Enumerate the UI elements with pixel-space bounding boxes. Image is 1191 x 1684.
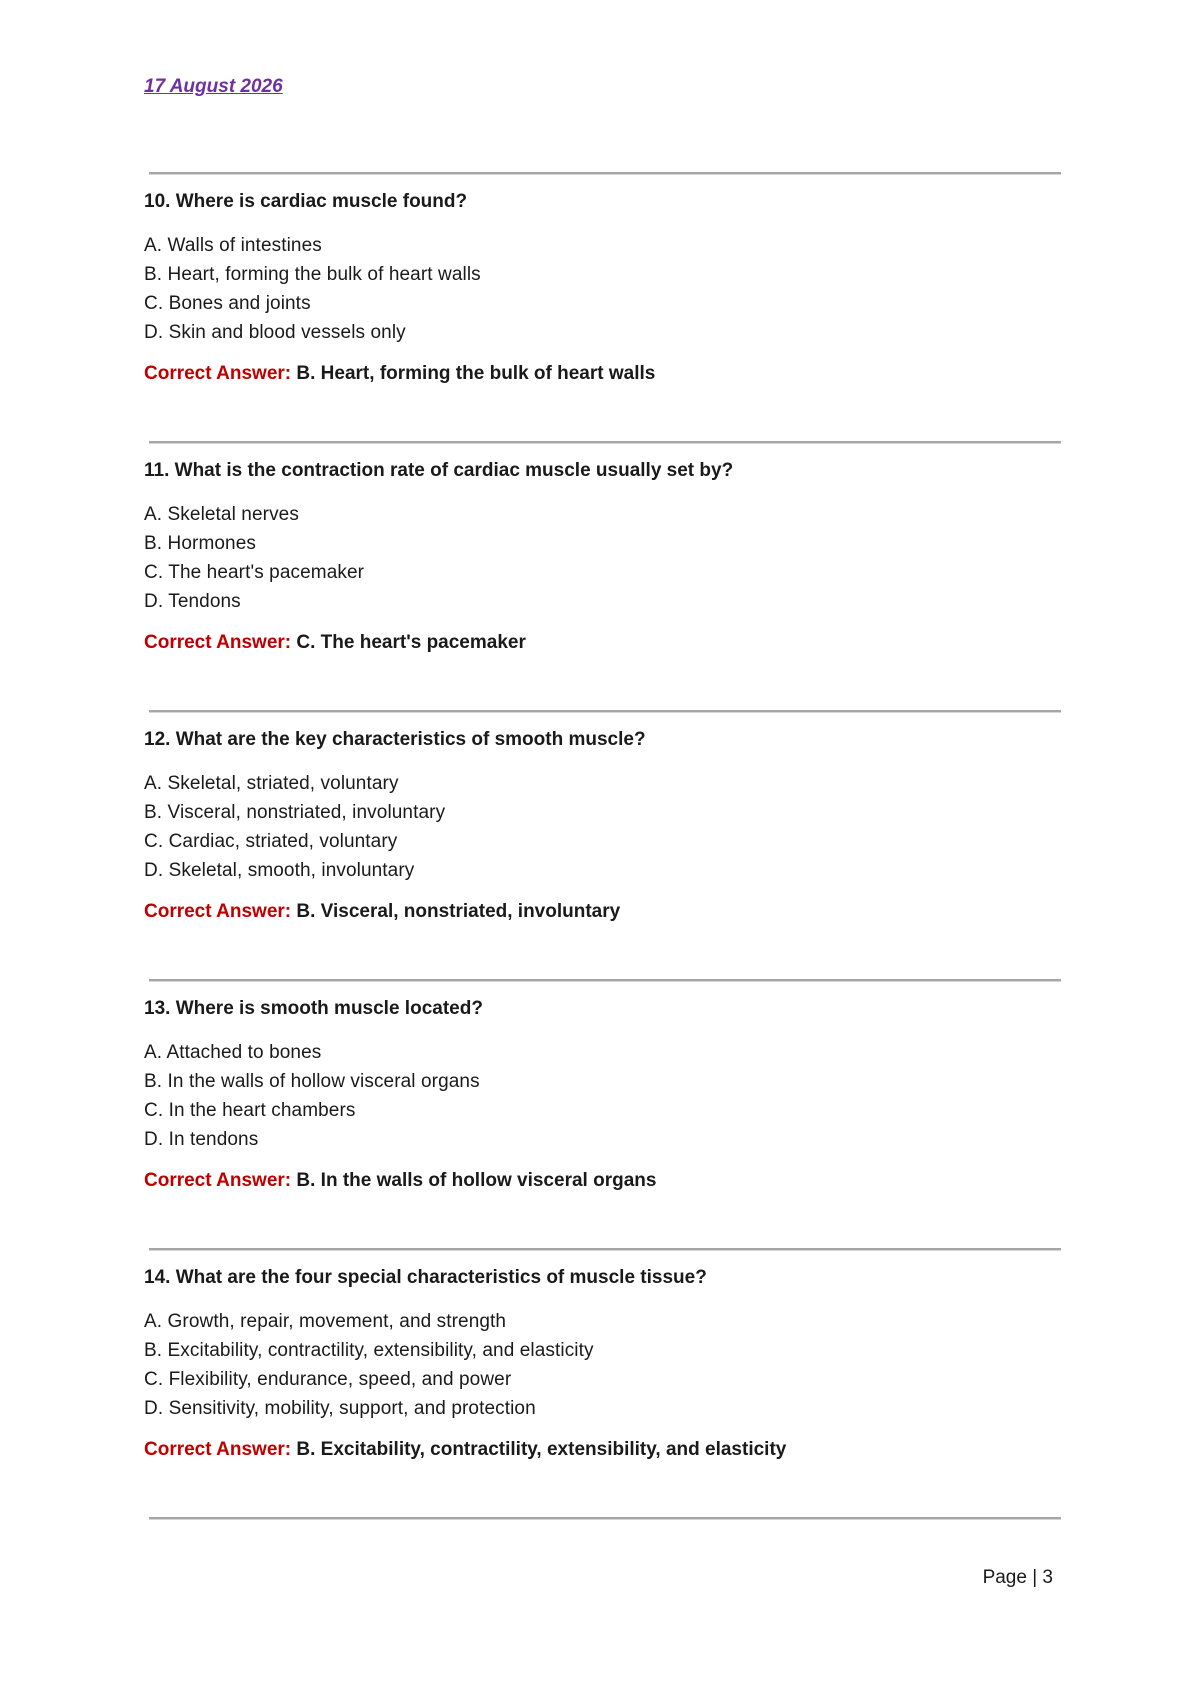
option-d: D. Sensitivity, mobility, support, and protection (144, 1398, 536, 1419)
options-list (144, 500, 1084, 616)
correct-answer (144, 1169, 1084, 1193)
options-list (144, 769, 1084, 885)
header-date: 17 August 2026 (144, 76, 283, 97)
option-c: C. Bones and joints (144, 293, 311, 314)
question-block (144, 1266, 1084, 1462)
separator (149, 1248, 1061, 1251)
answer-text: B. Visceral, nonstriated, involuntary (296, 901, 621, 922)
page-number: Page | 3 (982, 1567, 1053, 1588)
option-b: B. In the walls of hollow visceral organs (144, 1071, 480, 1092)
option-d: D. In tendons (144, 1129, 259, 1150)
option-d: D. Skeletal, smooth, involuntary (144, 860, 415, 881)
option-a: A. Attached to bones (144, 1042, 322, 1063)
option-a: A. Growth, repair, movement, and strength (144, 1311, 507, 1332)
answer-label: Correct Answer: (144, 1170, 292, 1191)
question-title: 11. What is the contraction rate of cardiac muscle usually set by? (144, 460, 734, 481)
correct-answer (144, 1438, 1084, 1462)
question-block (144, 190, 1084, 386)
option-b: B. Heart, forming the bulk of heart walls (144, 264, 481, 285)
answer-text: B. Excitability, contractility, extensibility, and elasticity (296, 1439, 787, 1460)
separator (149, 979, 1061, 982)
question-block (144, 997, 1084, 1193)
question-block (144, 728, 1084, 924)
correct-answer (144, 362, 1084, 386)
option-c: C. Cardiac, striated, voluntary (144, 831, 398, 852)
answer-text: B. In the walls of hollow visceral organs (296, 1170, 657, 1191)
option-c: C. The heart's pacemaker (144, 562, 365, 583)
separator (149, 710, 1061, 713)
answer-text: C. The heart's pacemaker (296, 632, 526, 653)
question-title: 12. What are the key characteristics of smooth muscle? (144, 729, 646, 750)
answer-label: Correct Answer: (144, 632, 292, 653)
correct-answer (144, 900, 1084, 924)
option-d: D. Skin and blood vessels only (144, 322, 406, 343)
question-title: 10. Where is cardiac muscle found? (144, 191, 468, 212)
question-block (144, 459, 1084, 655)
option-c: C. Flexibility, endurance, speed, and power (144, 1369, 512, 1390)
answer-label: Correct Answer: (144, 1439, 292, 1460)
correct-answer (144, 631, 1084, 655)
separator (149, 1517, 1061, 1520)
answer-text: B. Heart, forming the bulk of heart walls (296, 363, 656, 384)
option-a: A. Skeletal nerves (144, 504, 299, 525)
separator (149, 172, 1061, 175)
options-list (144, 231, 1084, 347)
option-b: B. Hormones (144, 533, 256, 554)
option-a: A. Walls of intestines (144, 235, 322, 256)
option-b: B. Visceral, nonstriated, involuntary (144, 802, 446, 823)
answer-label: Correct Answer: (144, 901, 292, 922)
option-d: D. Tendons (144, 591, 241, 612)
option-c: C. In the heart chambers (144, 1100, 356, 1121)
option-b: B. Excitability, contractility, extensibility, and elasticity (144, 1340, 594, 1361)
option-a: A. Skeletal, striated, voluntary (144, 773, 399, 794)
separator (149, 441, 1061, 444)
question-title: 13. Where is smooth muscle located? (144, 998, 483, 1019)
question-title: 14. What are the four special characteristics of muscle tissue? (144, 1267, 707, 1288)
options-list (144, 1307, 1084, 1423)
options-list (144, 1038, 1084, 1154)
answer-label: Correct Answer: (144, 363, 292, 384)
